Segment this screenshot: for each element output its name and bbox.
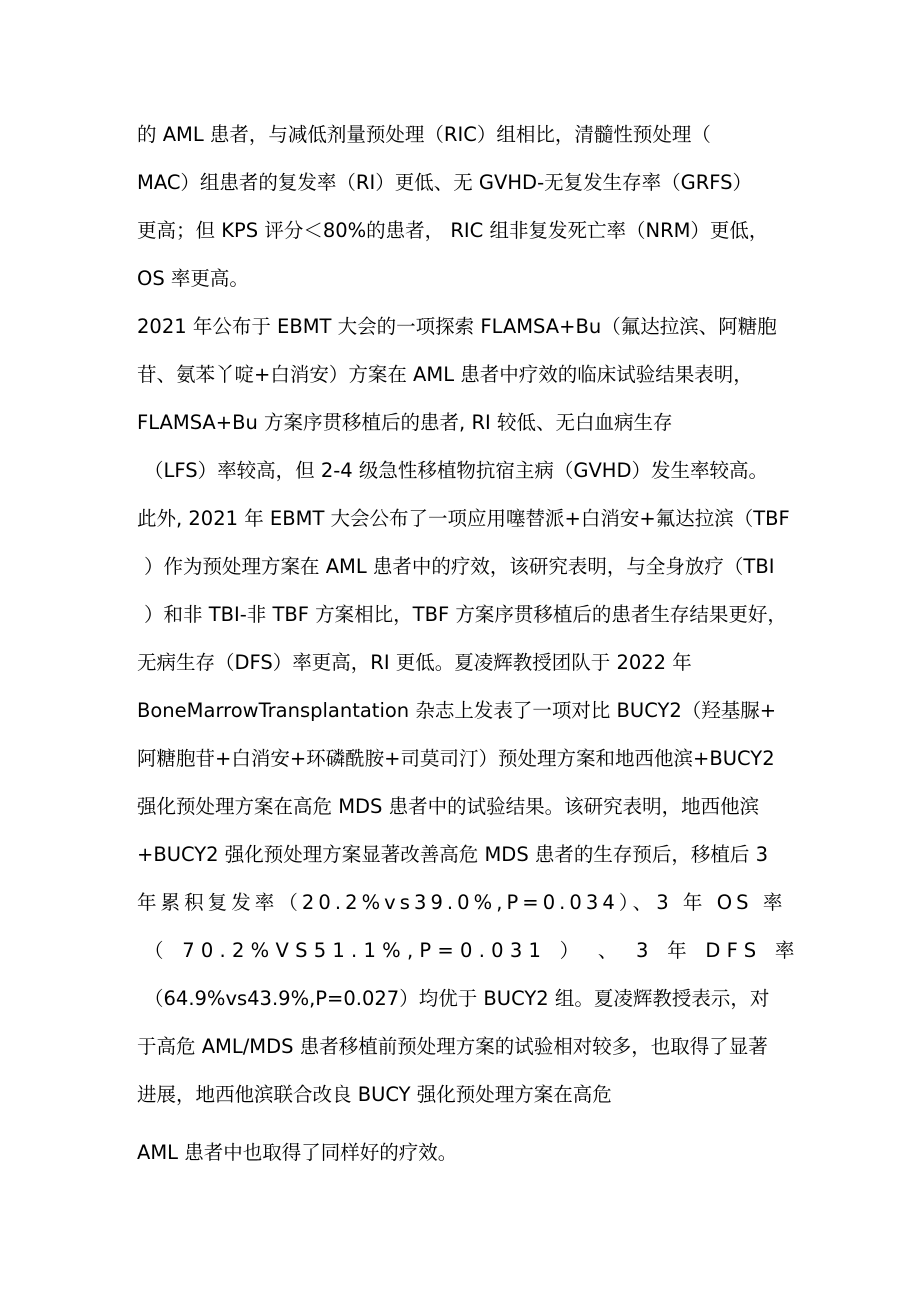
- text-line: 无病生存（DFS）率更高，RI 更低。夏凌辉教授团队于 2022 年: [137, 651, 692, 674]
- text-line: +BUCY2 强化预处理方案显著改善高危 MDS 患者的生存预后，移植后 3: [137, 843, 768, 866]
- text-line: 进展，地西他滨联合改良 BUCY 强化预处理方案在高危: [137, 1083, 612, 1106]
- text-line: 的 AML 患者，与减低剂量预处理（RIC）组相比，清髓性预处理（: [137, 123, 711, 146]
- text-line: AML 患者中也取得了同样好的疗效。: [137, 1141, 458, 1164]
- text-line: BoneMarrowTransplantation 杂志上发表了一项对比 BUCY2（羟基脲+: [137, 699, 777, 722]
- text-line: ）作为预处理方案在 AML 患者中的疗效，该研究表明，与全身放疗（TBI: [144, 555, 775, 578]
- text-line: FLAMSA+Bu 方案序贯移植后的患者, RI 较低、无白血病生存: [137, 411, 673, 434]
- text-line: 阿糖胞苷+白消安+环磷酰胺+司莫司汀）预处理方案和地西他滨+BUCY2: [137, 747, 775, 770]
- text-line: OS 率更高。: [137, 267, 249, 290]
- text-line: 2021 年公布于 EBMT 大会的一项探索 FLAMSA+Bu（氟达拉滨、阿糖胞: [137, 315, 777, 338]
- text-line: 强化预处理方案在高危 MDS 患者中的试验结果。该研究表明，地西他滨: [137, 795, 760, 818]
- text-line: （64.9%vs43.9%,P=0.027）均优于 BUCY2 组。夏凌辉教授表示，对: [144, 987, 770, 1010]
- text-line: 此外, 2021 年 EBMT 大会公布了一项应用噻替派+白消安+氟达拉滨（TBF: [137, 507, 790, 530]
- text-line: （ 70.2%VS51.1%,P=0.031 ） 、 3 年 DFS 率: [144, 939, 801, 962]
- text-line: ）和非 TBI-非 TBF 方案相比，TBF 方案序贯移植后的患者生存结果更好，: [144, 603, 787, 626]
- text-line: 更高；但 KPS 评分＜80%的患者， RIC 组非复发死亡率（NRM）更低，: [137, 219, 769, 242]
- text-line: 于高危 AML/MDS 患者移植前预处理方案的试验相对较多，也取得了显著: [137, 1035, 768, 1058]
- text-line: 苷、氨苯丫啶+白消安）方案在 AML 患者中疗效的临床试验结果表明，: [137, 363, 753, 386]
- text-line: MAC）组患者的复发率（RI）更低、无 GVHD-无复发生存率（GRFS）: [137, 171, 753, 194]
- text-line: 年累积复发率（20.2%vs39.0%,P=0.034）、3 年 OS 率: [137, 891, 787, 914]
- text-line: （LFS）率较高，但 2-4 级急性移植物抗宿主病（GVHD）发生率较高。: [144, 459, 768, 482]
